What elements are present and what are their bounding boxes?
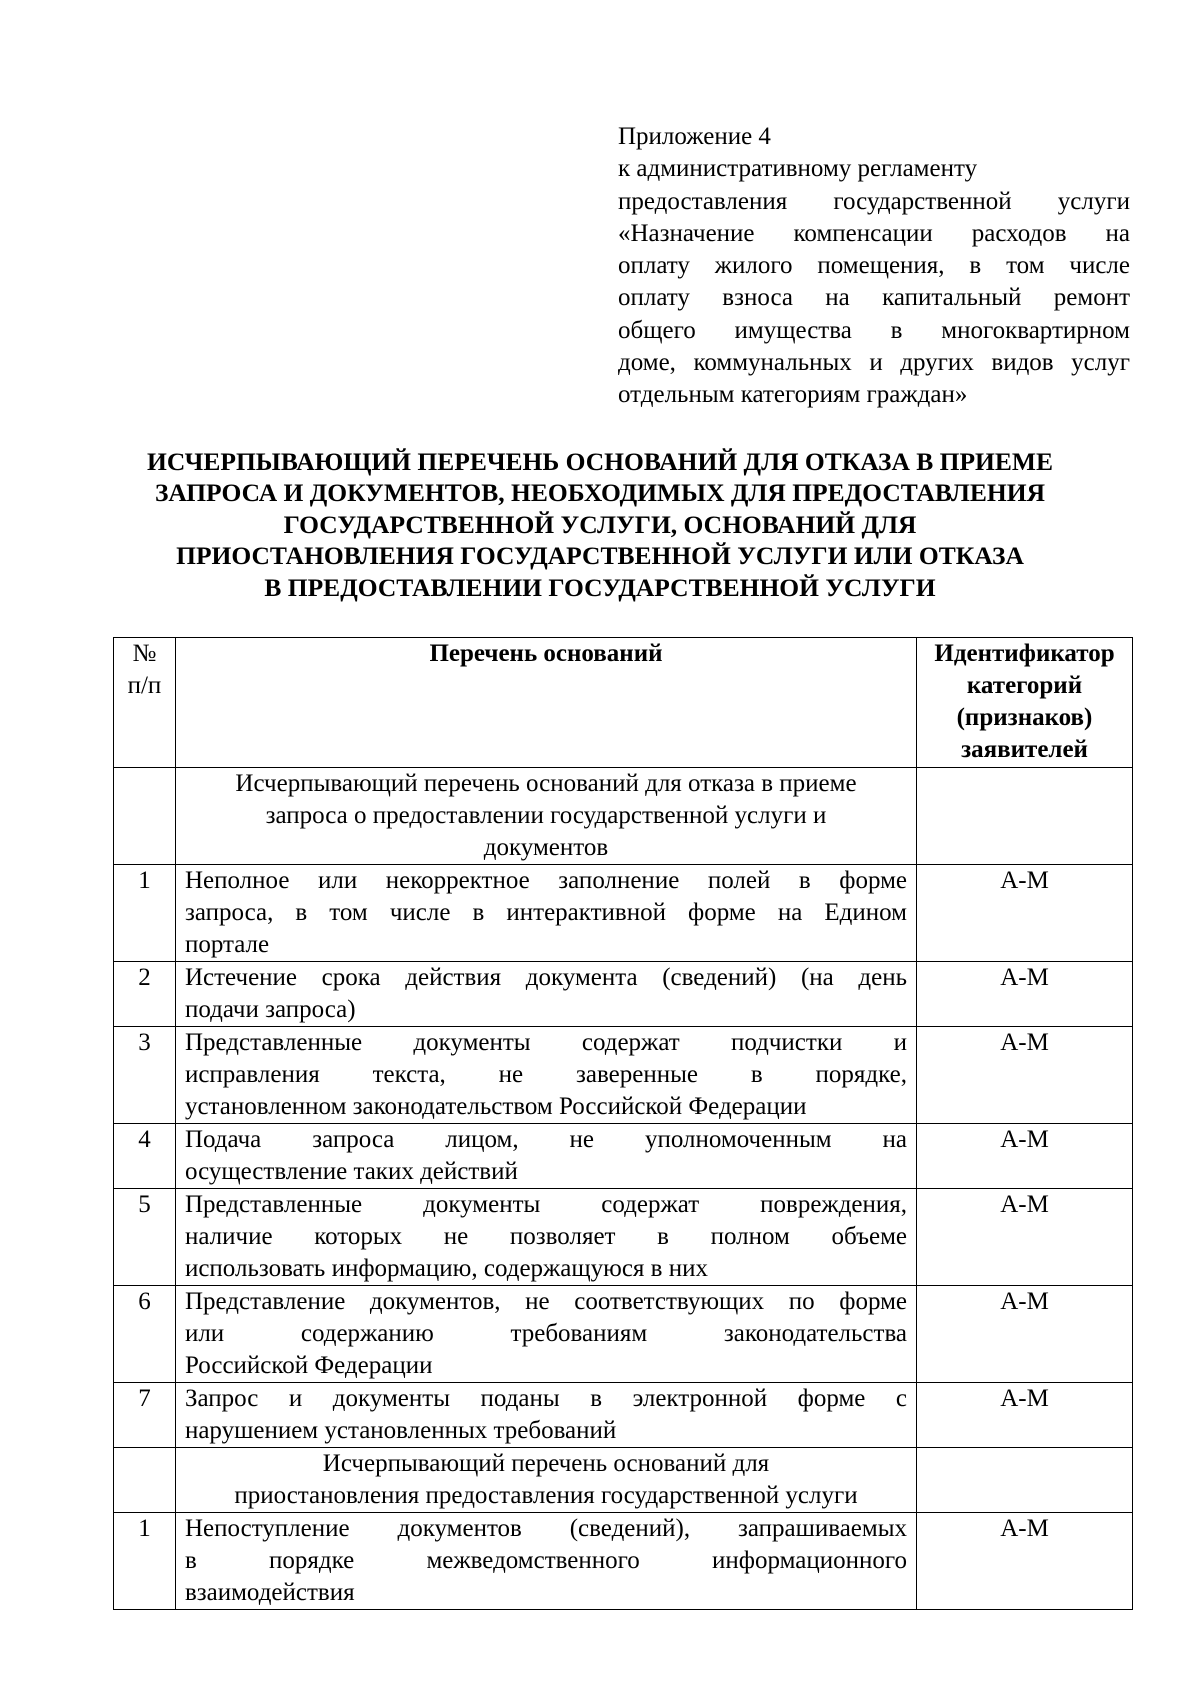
title-line: В ПРЕДОСТАВЛЕНИИ ГОСУДАРСТВЕННОЙ УСЛУГИ (264, 572, 936, 602)
section-row-suspension (114, 1448, 1133, 1513)
row-number: 1 (114, 865, 176, 962)
row-ground: Непоступление документов (сведений), запрашиваемых в порядке межведомственного информационного взаимодействия (175, 1513, 916, 1610)
table-row (114, 1189, 1133, 1286)
table-row (114, 1027, 1133, 1124)
appendix-line: доме, коммунальных и других видов услуг (618, 349, 1130, 377)
appendix-line: «Назначение компенсации расходов на (618, 219, 1130, 247)
row-number: 3 (114, 1027, 176, 1124)
appendix-line: Приложение 4 (618, 123, 771, 150)
row-identifier: А-М (917, 1383, 1133, 1448)
row-ground: Запрос и документы поданы в электронной форме с нарушением установленных требований (175, 1383, 916, 1448)
title-line: ГОСУДАРСТВЕННОЙ УСЛУГИ, ОСНОВАНИЙ ДЛЯ (283, 509, 917, 539)
row-number: 4 (114, 1124, 176, 1189)
title-line: ИСЧЕРПЫВАЮЩИЙ ПЕРЕЧЕНЬ ОСНОВАНИЙ ДЛЯ ОТКАЗА В ПРИЕМЕ (147, 447, 1053, 476)
row-identifier: А-М (917, 962, 1133, 1027)
row-ground: Неполное или некорректное заполнение полей в форме запроса, в том числе в интерактивной форме на Едином портале (175, 865, 916, 962)
header-identifier: Идентификатор категорий (признаков) заявителей (917, 638, 1133, 768)
row-identifier: А-М (917, 1286, 1133, 1383)
row-ground: Истечение срока действия документа (сведений) (на день подачи запроса) (175, 962, 916, 1027)
row-number: 7 (114, 1383, 176, 1448)
row-identifier: А-М (917, 1124, 1133, 1189)
header-num: № п/п (114, 638, 176, 768)
section-row-refusal (114, 768, 1133, 865)
row-identifier: А-М (917, 1027, 1133, 1124)
table-row (114, 1286, 1133, 1383)
table-header-row (114, 638, 1133, 768)
row-identifier: А-М (917, 1513, 1133, 1610)
appendix-line: предоставления государственной услуги (618, 187, 1130, 215)
row-identifier: А-М (917, 1189, 1133, 1286)
table-row (114, 865, 1133, 962)
table-row (114, 962, 1133, 1027)
row-ground: Подача запроса лицом, не уполномоченным на осуществление таких действий (175, 1124, 916, 1189)
appendix-line: общего имущества в многоквартирном (618, 316, 1130, 344)
row-number: 2 (114, 962, 176, 1027)
header-grounds: Перечень оснований (175, 638, 916, 768)
row-number: 5 (114, 1189, 176, 1286)
table-row (114, 1124, 1133, 1189)
grounds-table (113, 637, 1133, 1610)
row-ground: Представление документов, не соответствующих по форме или содержанию требованиям законодательства Российской Федерации (175, 1286, 916, 1383)
appendix-line: оплату жилого помещения, в том числе (618, 252, 1130, 280)
title-line: ЗАПРОСА И ДОКУМЕНТОВ, НЕОБХОДИМЫХ ДЛЯ ПРЕДОСТАВЛЕНИЯ (154, 478, 1046, 508)
row-ground: Представленные документы содержат повреждения, наличие которых не позволяет в полном объеме использовать информацию, содержащуюся в них (175, 1189, 916, 1286)
document-title (100, 446, 1100, 603)
appendix-header (618, 121, 1130, 412)
row-identifier: А-М (917, 865, 1133, 962)
appendix-line: отдельным категориям граждан» (618, 381, 968, 409)
appendix-line: к административному регламенту (618, 155, 978, 183)
section-title: Исчерпывающий перечень оснований для отказа в приеме запроса о предоставлении государственной услуги и документов (175, 768, 916, 865)
title-line: ПРИОСТАНОВЛЕНИЯ ГОСУДАРСТВЕННОЙ УСЛУГИ ИЛИ ОТКАЗА (176, 541, 1024, 571)
section-title: Исчерпывающий перечень оснований для приостановления предоставления государственной услуги (175, 1448, 916, 1513)
row-ground: Представленные документы содержат подчистки и исправления текста, не заверенные в порядке, установленном законодательством Российской Федерации (175, 1027, 916, 1124)
appendix-line: оплату взноса на капитальный ремонт (618, 284, 1130, 312)
row-number: 1 (114, 1513, 176, 1610)
table-row (114, 1383, 1133, 1448)
table-row (114, 1513, 1133, 1610)
row-number: 6 (114, 1286, 176, 1383)
